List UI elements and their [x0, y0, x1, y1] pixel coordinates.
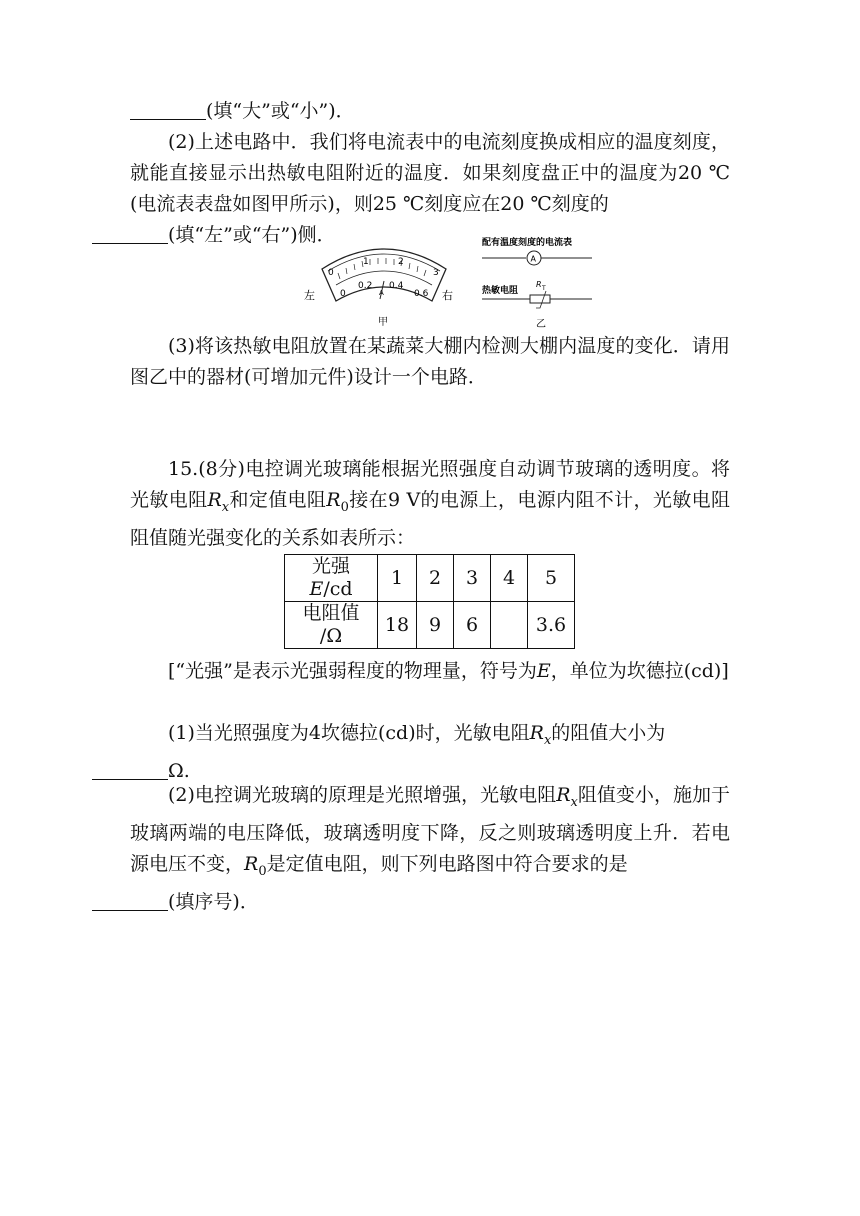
left-label: 左 — [304, 289, 315, 302]
var-rx: R — [556, 784, 571, 806]
var-rx-sub: x — [221, 499, 230, 515]
outer-scale-2: 2 — [398, 257, 404, 267]
table-header-resistance — [285, 602, 378, 649]
q14-part2-text: (2)上述电路中．我们将电流表中的电流刻度换成相应的温度刻度，就能直接显示出热敏电阻附近的温度．如果刻度盘正中的温度为20 ℃(电流表表盘如图甲所示)，则25 ℃刻度应在20 ℃刻度的 — [130, 131, 730, 215]
ammeter-dial — [304, 249, 453, 328]
answer-blank[interactable] — [130, 97, 206, 120]
table-header-light — [285, 555, 378, 602]
figure-ammeter-thermistor — [300, 233, 600, 333]
header-light-unit: /cd — [323, 578, 353, 600]
header-light-text: 光强 — [311, 555, 350, 577]
q15-part1-unit: Ω. — [168, 759, 190, 782]
var-rx-sub: x — [543, 732, 552, 748]
light-resistance-table — [284, 554, 575, 649]
caption-yi: 乙 — [536, 319, 546, 330]
q15-note-a: [“光强”是表示光强弱程度的物理量，符号为 — [168, 660, 537, 682]
table-cell: 1 — [378, 555, 417, 602]
q14-part1-text: (填“大”或“小”)． — [206, 100, 355, 122]
rt-subscript: T — [542, 285, 546, 292]
header-resistance-unit: /Ω — [319, 625, 343, 647]
outer-scale-3: 3 — [433, 268, 439, 278]
var-r0: R — [326, 489, 341, 511]
meter-symbol: A — [379, 289, 384, 297]
table-cell: 5 — [528, 555, 575, 602]
var-rx: R — [529, 722, 544, 744]
right-label: 右 — [442, 289, 453, 302]
q15-part2-end: (填序号)． — [168, 890, 259, 913]
figure-svg — [300, 233, 600, 333]
var-r0: R — [244, 852, 259, 875]
table-cell: 6 — [454, 602, 491, 649]
table-cell: 2 — [417, 555, 454, 602]
var-e: E — [536, 660, 551, 682]
table-cell: 4 — [491, 555, 528, 602]
q15-part2-c: 是定值电阻，则下列电路图中符合要求的是 — [266, 852, 628, 875]
q15-intro — [130, 454, 730, 554]
outer-scale-0: 0 — [328, 268, 334, 278]
q14-part1-tail — [130, 96, 730, 127]
inner-scale-0: 0 — [340, 289, 346, 299]
thermistor-symbol-icon — [530, 295, 550, 303]
answer-blank[interactable] — [92, 757, 168, 780]
q14-part2-end: (填“左”或“右”)侧． — [168, 224, 336, 246]
var-r0-sub: 0 — [340, 499, 349, 515]
header-resistance-text: 电阻值 — [302, 602, 360, 624]
q15-intro-mid1: 和定值电阻 — [229, 489, 327, 511]
q15-intro-mid2: 接在9 V的电源上，电源内阻不计，光敏电阻阻值随光强变化的关系如表所示： — [130, 489, 730, 549]
table-cell[interactable] — [491, 602, 528, 649]
q14-part3: (3)将该热敏电阻放置在某蔬菜大棚内检测大棚内温度的变化．请用图乙中的器材(可增加元件)设计一个电路． — [130, 335, 730, 388]
var-r0-sub: 0 — [258, 863, 267, 879]
inner-scale-3: 0.6 — [414, 289, 429, 299]
q15-part2 — [130, 780, 730, 918]
q15-intro-text: 15.(8分)电控调光玻璃能根据光照强度自动调节玻璃的透明度。将光敏电阻 — [130, 458, 730, 511]
q15-note — [130, 656, 730, 687]
table-cell: 9 — [417, 602, 454, 649]
ammeter-symbol-letter: A — [530, 254, 536, 264]
q15-note-b: ，单位为坎德拉(cd)] — [550, 660, 729, 682]
answer-blank[interactable] — [92, 221, 168, 244]
ammeter-label: 配有温度刻度的电流表 — [482, 238, 573, 248]
caption-jia: 甲 — [378, 317, 388, 328]
var-rx-sub: x — [570, 794, 578, 810]
table-cell: 3 — [454, 555, 491, 602]
table-cell: 3.6 — [528, 602, 575, 649]
q15-part2-b: 阻值变小，施加于玻璃两端的电压降低，玻璃透明度下降，反之则玻璃透明度上升．若电源电压不变， — [130, 784, 730, 875]
table-row-light — [285, 555, 575, 602]
inner-scale-2: 0.4 — [389, 281, 404, 291]
outer-scale-1: 1 — [363, 257, 369, 267]
answer-blank[interactable] — [92, 888, 168, 911]
q15-part2-a: (2)电控调光玻璃的原理是光照增强，光敏电阻 — [168, 784, 557, 806]
table-row-resistance — [285, 602, 575, 649]
var-rx: R — [207, 489, 222, 511]
header-light-symbol: E — [309, 578, 324, 600]
q15-part1-a: (1)当光照强度为4坎德拉(cd)时，光敏电阻 — [168, 722, 530, 744]
table-cell: 18 — [378, 602, 417, 649]
inner-scale-1: 0.2 — [358, 281, 373, 291]
q15-part1-b: 的阻值大小为 — [551, 722, 666, 744]
rt-symbol: R — [536, 280, 542, 289]
thermistor-label: 热敏电阻 — [482, 286, 519, 296]
q15-part1 — [130, 718, 730, 787]
component-list — [482, 236, 592, 330]
